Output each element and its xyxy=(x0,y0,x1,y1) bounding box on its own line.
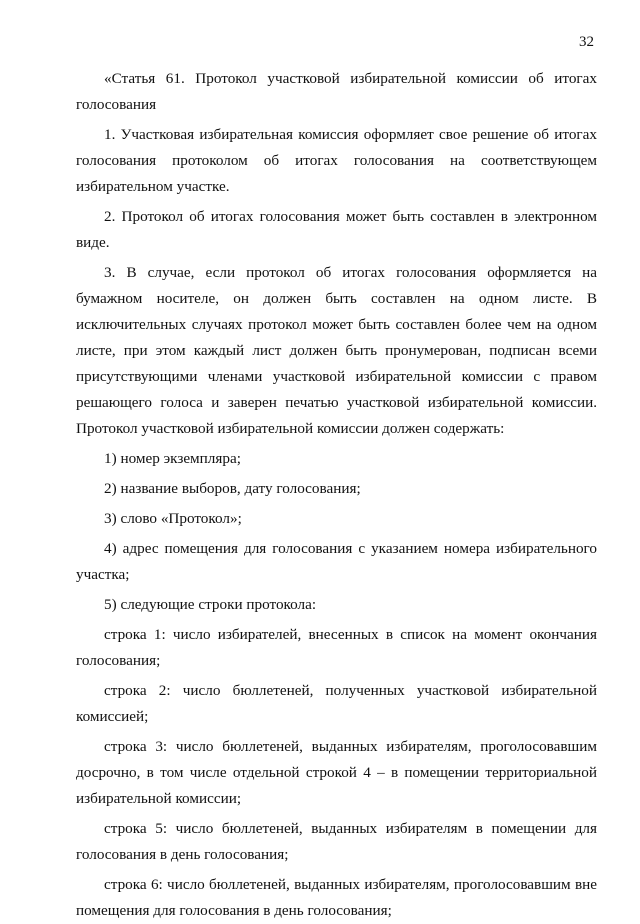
list-item-1: 1) номер экземпляра; xyxy=(104,450,241,467)
list-item-3: 3) слово «Протокол»; xyxy=(104,510,242,527)
paragraph-item-1: 1. Участковая избирательная комиссия оформляет свое решение об итогах голосования протоколом об итогах голосования на соответствующем избирательном участке. xyxy=(76,126,597,195)
protocol-line-2: строка 2: число бюллетеней, полученных участковой избирательной комиссией; xyxy=(76,682,597,725)
paragraph-item-2: 2. Протокол об итогах голосования может быть составлен в электронном виде. xyxy=(76,208,597,251)
protocol-line-5: строка 5: число бюллетеней, выданных избирателям в помещении для голосования в день голосования; xyxy=(76,820,597,863)
page-number: 32 xyxy=(579,34,594,50)
article-heading: «Статья 61. Протокол участковой избирательной комиссии об итогах голосования xyxy=(76,70,597,113)
protocol-line-3: строка 3: число бюллетеней, выданных избирателям, проголосовавшим досрочно, в том числе отдельной строкой 4 – в помещении территориальной избирательной комиссии; xyxy=(76,738,597,807)
document-body xyxy=(76,66,597,924)
paragraph-item-3: 3. В случае, если протокол об итогах голосования оформляется на бумажном носителе, он должен быть составлен на одном листе. В исключительных случаях протокол может быть составлен более чем на одном листе, при этом каждый лист должен быть пронумерован, подписан всеми присутствующими членами участковой избирательной комиссии с правом решающего голоса и заверен печатью участковой избирательной комиссии. Протокол участковой избирательной комиссии должен содержать: xyxy=(76,264,597,437)
protocol-line-1: строка 1: число избирателей, внесенных в список на момент окончания голосования; xyxy=(76,626,597,669)
protocol-line-6: строка 6: число бюллетеней, выданных избирателям, проголосовавшим вне помещения для голосования в день голосования; xyxy=(76,876,597,919)
list-item-5: 5) следующие строки протокола: xyxy=(104,596,317,613)
list-item-4: 4) адрес помещения для голосования с указанием номера избирательного участка; xyxy=(76,540,597,583)
list-item-2: 2) название выборов, дату голосования; xyxy=(104,480,361,497)
